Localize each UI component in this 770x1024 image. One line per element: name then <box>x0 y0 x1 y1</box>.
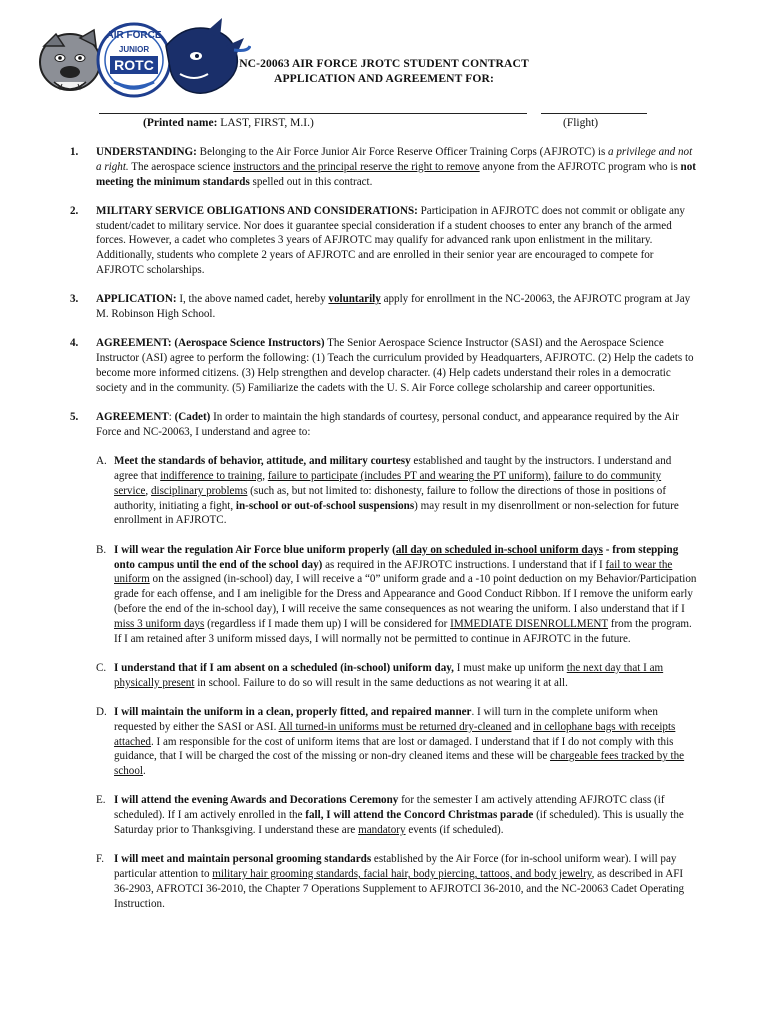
contract-title <box>214 56 554 86</box>
section-understanding: 1. UNDERSTANDING: Belonging to the Air Force Junior Air Force Reserve Officer Training Corps (AFJROTC) is a privilege and not a right. The aerospace science instructors and the principal reserve the right to remove anyone from the AFJROTC program who is not meeting the minimum standards spelled out in this contract. <box>70 146 696 188</box>
agreement-item-a: A. Meet the standards of behavior, attitude, and military courtesy established and taught by the instructors. I understand and agree that indifference to training, failure to participate (includes PT and wearing the PT uniform), failure to do community service, disciplinary problems (such as, but not limited to: dishonesty, failure to follow the directions of those in positions of authority, initiating a fight, in-school or out-of-school suspensions) may result in my disenrollment or non-selection for future enrollment in AFJROTC. <box>96 455 679 527</box>
agreement-item-f: F. I will meet and maintain personal grooming standards established by the Air Force (for in-school uniform wear). I will pay particular attention to military hair grooming standards, facial hair, body piercing, tattoos, and body jewelry, as described in AFI 36-2903, AFROTCI 36-2010, the Chapter 7 Operations Supplement to AFJROTCI 36-2010, and the NC-20063 Cadet Operating Instruction. <box>96 853 685 910</box>
section-application: 3. APPLICATION: I, the above named cadet, hereby voluntarily apply for enrollment in the NC-20063, the AFJROTC program at Jay M. Robinson High School. <box>70 293 691 321</box>
printed-name-line[interactable] <box>99 103 527 114</box>
emblem-mid-text: JUNIOR <box>118 45 150 54</box>
section-military-service: 2. MILITARY SERVICE OBLIGATIONS AND CONSIDERATIONS: Participation in AFJROTC does not commit or obligate any student/cadet to military service. Nor does it guarantee special consideration if a student chooses to enter any branch of the armed forces. However, a cadet who completes 3 years of AFJROTC may qualify for advanced rank upon enlistment in the military. Additionally, students who complete 2 years of AFJROTC and are enrolled in their senior year are encouraged to compete for AFJROTC scholarships. <box>70 204 685 277</box>
title-line-2: APPLICATION AND AGREEMENT FOR: <box>274 72 494 85</box>
bulldog-mascot-icon <box>40 30 100 90</box>
afjrotc-emblem-icon <box>98 24 170 96</box>
flight-label: (Flight) <box>563 117 599 129</box>
flight-line[interactable] <box>541 103 647 114</box>
emblem-top-text: AIR FORCE <box>106 30 162 41</box>
agreement-item-c: C. I understand that if I am absent on a scheduled (in-school) uniform day, I must make up uniform the next day that I am physically present in school. Failure to do so will result in the same deductions as not wearing it at all. <box>96 661 664 689</box>
agreement-item-e: E. I will attend the evening Awards and Decorations Ceremony for the semester I am actively attending AFJROTC class (if scheduled). If I am actively enrolled in the fall, I will attend the Concord Christmas parade (if scheduled). This is usually the Saturday prior to Thanksgiving. I understand these are mandatory events (if scheduled). <box>96 794 684 836</box>
section-agreement-cadet: 5. AGREEMENT: (Cadet) In order to maintain the high standards of courtesy, personal conduct, and appearance required by the Air Force and NC-20063, I understand and agree to: <box>70 411 679 438</box>
contract-body <box>70 145 698 911</box>
title-line-1: NC-20063 AIR FORCE JROTC STUDENT CONTRACT <box>239 57 529 70</box>
section-agreement-instructors: 4. AGREEMENT: (Aerospace Science Instructors) The Senior Aerospace Science Instructor (SASI) and the Aerospace Science Instructor (ASI) agree to perform the following: (1) Teach the curriculum provided by Headquarters, AFJROTC. (2) Help the cadets to become more informed citizens. (3) Help strengthen and develop character. (4) Help cadets understand their roles in a democratic society and in the community. (5) Familiarize the cadets with the U. S. Air Force college scholarship and career opportunities. <box>70 337 694 394</box>
agreement-item-d: D. I will maintain the uniform in a clean, properly fitted, and repaired manner. I will turn in the complete uniform when requested by either the SASI or ASI. All turned-in uniforms must be returned dry-cleaned and in cellophane bags with receipts attached. I am responsible for the cost of uniform items that are lost or damaged. I understand that if I do not comply with this guidance, that I will be charged the cost of the missing or non-dry cleaned items and these will be chargeable fees tracked by the school. <box>96 705 685 778</box>
emblem-bottom-text: ROTC <box>114 57 154 73</box>
printed-name-label: (Printed name: LAST, FIRST, M.I.) <box>143 117 314 129</box>
agreement-item-b: B. I will wear the regulation Air Force blue uniform properly (all day on scheduled in-school uniform days - from stepping onto campus until the end of the school day) as required in the AFJROTC instructions. I understand that if I fail to wear the uniform on the assigned (in-school) day, I will receive a “0” uniform grade and a -10 point deduction on my Behavior/Participation grade for each offense, and I am ineligible for the Dress and Appearance and Good Conduct Ribbon. If I remove the uniform early (before the end of the in-school day), I will receive the same consequences as not wearing the uniform. I also understand that if I miss 3 uniform days (regardless if I made them up) I will be considered for IMMEDIATE DISENROLLMENT from the program. If I am retained after 3 uniform missed days, I will normally not be permitted to continue in AFJROTC in the future. <box>96 543 697 645</box>
